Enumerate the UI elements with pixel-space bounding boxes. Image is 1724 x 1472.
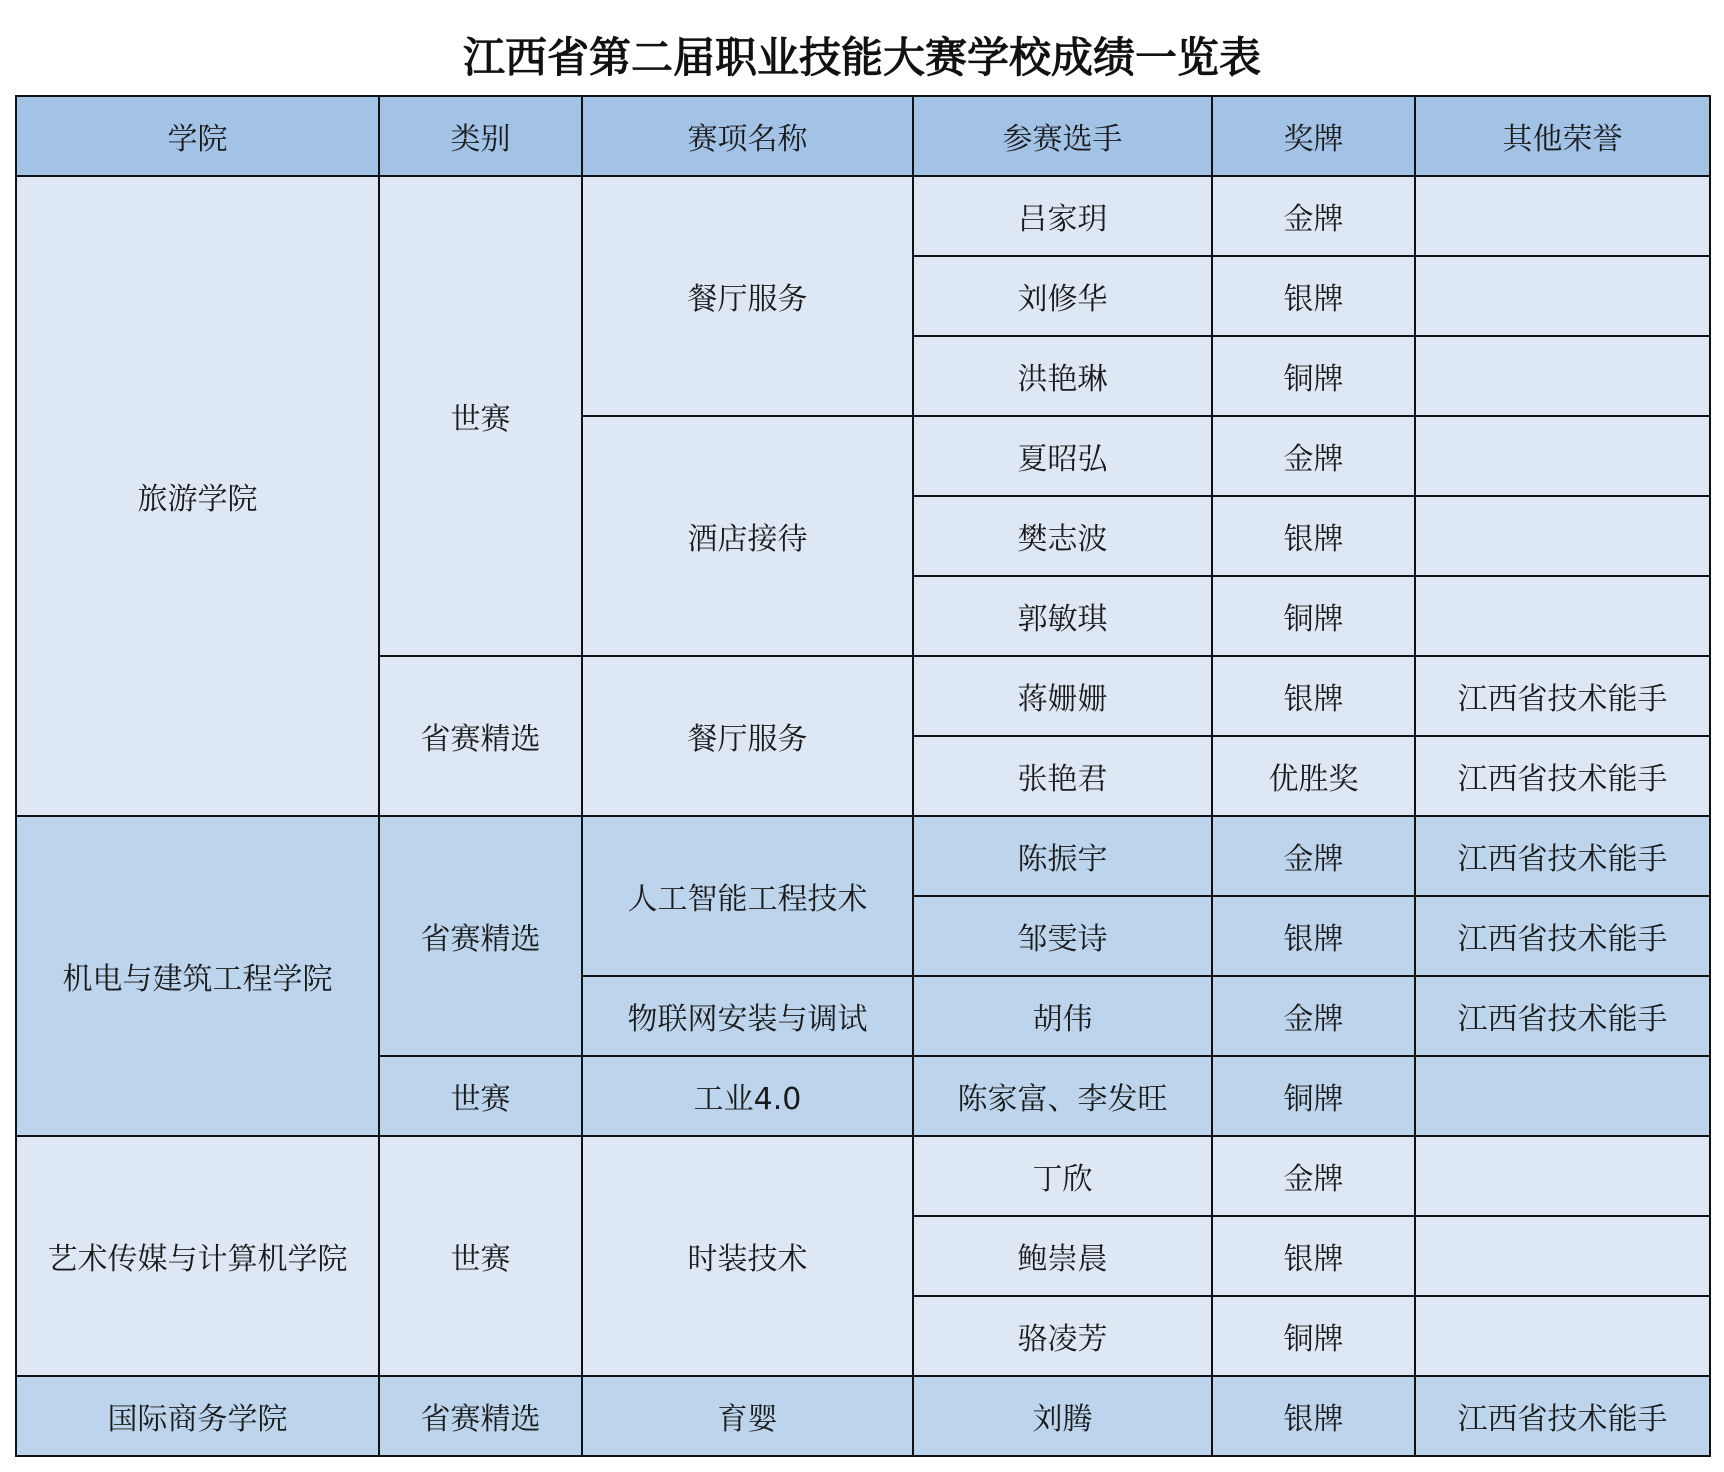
event-cell: 物联网安装与调试	[582, 976, 913, 1056]
honor-cell	[1415, 1136, 1710, 1216]
medal-cell: 银牌	[1212, 256, 1415, 336]
event-cell: 人工智能工程技术	[582, 816, 913, 976]
honor-cell: 江西省技术能手	[1415, 896, 1710, 976]
header-category: 类别	[379, 96, 582, 176]
table-row	[16, 816, 1710, 896]
medal-cell: 铜牌	[1212, 1056, 1415, 1136]
player-cell: 骆凌芳	[913, 1296, 1212, 1376]
medal-cell: 银牌	[1212, 656, 1415, 736]
honor-cell	[1415, 256, 1710, 336]
medal-cell: 金牌	[1212, 416, 1415, 496]
honor-cell	[1415, 416, 1710, 496]
honor-cell: 江西省技术能手	[1415, 976, 1710, 1056]
medal-cell: 铜牌	[1212, 336, 1415, 416]
results-table	[15, 95, 1711, 1457]
table-row	[16, 176, 1710, 256]
event-cell: 酒店接待	[582, 416, 913, 656]
header-honor: 其他荣誉	[1415, 96, 1710, 176]
category-cell: 省赛精选	[379, 656, 582, 816]
event-cell: 餐厅服务	[582, 656, 913, 816]
event-cell: 工业4.0	[582, 1056, 913, 1136]
player-cell: 丁欣	[913, 1136, 1212, 1216]
player-cell: 吕家玥	[913, 176, 1212, 256]
medal-cell: 铜牌	[1212, 576, 1415, 656]
medal-cell: 银牌	[1212, 496, 1415, 576]
category-cell: 世赛	[379, 176, 582, 656]
player-cell: 洪艳琳	[913, 336, 1212, 416]
honor-cell	[1415, 1056, 1710, 1136]
table-row	[16, 1136, 1710, 1216]
honor-cell: 江西省技术能手	[1415, 1376, 1710, 1456]
college-cell: 国际商务学院	[16, 1376, 379, 1456]
honor-cell	[1415, 496, 1710, 576]
honor-cell	[1415, 1296, 1710, 1376]
honor-cell: 江西省技术能手	[1415, 656, 1710, 736]
player-cell: 邹雯诗	[913, 896, 1212, 976]
event-cell: 餐厅服务	[582, 176, 913, 416]
medal-cell: 金牌	[1212, 816, 1415, 896]
medal-cell: 银牌	[1212, 896, 1415, 976]
college-cell: 艺术传媒与计算机学院	[16, 1136, 379, 1376]
event-cell: 育婴	[582, 1376, 913, 1456]
college-cell: 机电与建筑工程学院	[16, 816, 379, 1136]
honor-cell	[1415, 576, 1710, 656]
medal-cell: 铜牌	[1212, 1296, 1415, 1376]
player-cell: 张艳君	[913, 736, 1212, 816]
medal-cell: 金牌	[1212, 976, 1415, 1056]
college-cell: 旅游学院	[16, 176, 379, 816]
honor-cell	[1415, 336, 1710, 416]
header-event: 赛项名称	[582, 96, 913, 176]
player-cell: 胡伟	[913, 976, 1212, 1056]
header-row	[16, 96, 1710, 176]
medal-cell: 优胜奖	[1212, 736, 1415, 816]
medal-cell: 金牌	[1212, 1136, 1415, 1216]
category-cell: 省赛精选	[379, 1376, 582, 1456]
header-player: 参赛选手	[913, 96, 1212, 176]
honor-cell: 江西省技术能手	[1415, 816, 1710, 896]
page-title: 江西省第二届职业技能大赛学校成绩一览表	[15, 15, 1709, 95]
event-cell: 时装技术	[582, 1136, 913, 1376]
medal-cell: 银牌	[1212, 1376, 1415, 1456]
medal-cell: 银牌	[1212, 1216, 1415, 1296]
header-college: 学院	[16, 96, 379, 176]
player-cell: 陈振宇	[913, 816, 1212, 896]
honor-cell	[1415, 1216, 1710, 1296]
table-row	[16, 1376, 1710, 1456]
category-cell: 世赛	[379, 1056, 582, 1136]
player-cell: 陈家富、李发旺	[913, 1056, 1212, 1136]
medal-cell: 金牌	[1212, 176, 1415, 256]
honor-cell	[1415, 176, 1710, 256]
player-cell: 郭敏琪	[913, 576, 1212, 656]
player-cell: 樊志波	[913, 496, 1212, 576]
category-cell: 省赛精选	[379, 816, 582, 1056]
player-cell: 刘腾	[913, 1376, 1212, 1456]
player-cell: 刘修华	[913, 256, 1212, 336]
honor-cell: 江西省技术能手	[1415, 736, 1710, 816]
player-cell: 夏昭弘	[913, 416, 1212, 496]
player-cell: 鲍崇晨	[913, 1216, 1212, 1296]
category-cell: 世赛	[379, 1136, 582, 1376]
header-medal: 奖牌	[1212, 96, 1415, 176]
player-cell: 蒋姗姗	[913, 656, 1212, 736]
